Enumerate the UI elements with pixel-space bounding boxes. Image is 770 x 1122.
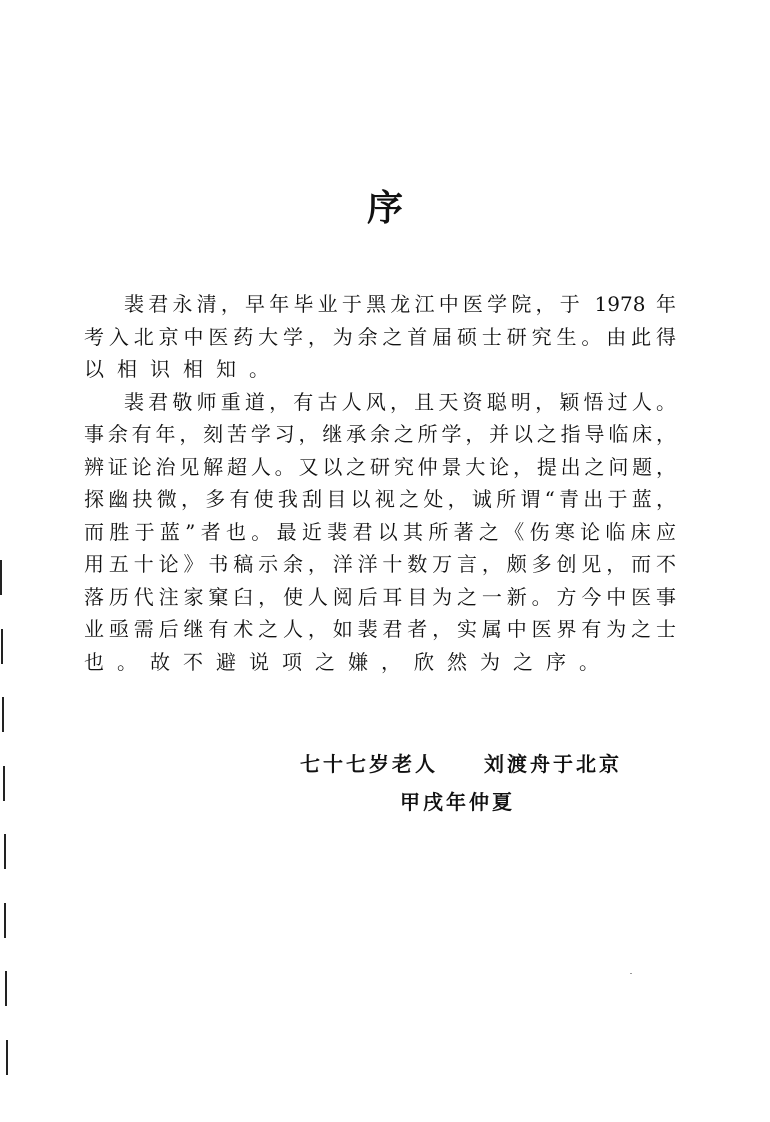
text-line: 业亟需后继有术之人，如裴君者，实属中医界有为之士 xyxy=(84,617,676,641)
scan-edge-mark xyxy=(4,834,6,869)
text-line: 裴君永清，早年毕业于黑龙江中医学院，于 1978 年 xyxy=(124,292,676,316)
scan-edge-mark xyxy=(3,766,5,801)
text-line: 探幽抉微，多有使我刮目以视之处，诚所谓“青出于蓝， xyxy=(84,487,676,511)
text-line: 辨证论治见解超人。又以之研究仲景大论，提出之问题， xyxy=(84,454,676,479)
signature-date: 甲戌年仲夏 xyxy=(400,790,515,814)
text-line: 事余有年，刻苦学习，继承余之所学，并以之指导临床， xyxy=(84,422,676,446)
text-line: 落历代注家窠臼，使人阅后耳目为之一新。方今中医事 xyxy=(84,584,676,609)
text-line: 考入北京中医药大学，为余之首届硕士研究生。由此得 xyxy=(84,324,676,349)
text-line: 用五十论》书稿示余，洋洋十数万言，颇多创见，而不 xyxy=(84,552,676,576)
signature-author: 七十七岁老人 刘渡舟于北京 xyxy=(300,752,622,776)
scan-edge-mark xyxy=(4,903,6,938)
scan-edge-mark xyxy=(6,1040,8,1075)
scan-edge-mark xyxy=(0,560,2,595)
text-line: 而胜于蓝”者也。最近裴君以其所著之《伤寒论临床应 xyxy=(84,519,676,544)
paragraph-1 xyxy=(84,288,676,386)
text-line: 裴君敬师重道，有古人风，且天资聪明，颖悟过人。 xyxy=(124,389,676,414)
paragraph-2 xyxy=(84,386,676,679)
scan-edge-mark xyxy=(5,971,7,1006)
scan-edge-mark xyxy=(2,697,4,732)
text-line: 以相识相知。 xyxy=(84,357,282,381)
page-title: 序 xyxy=(366,187,403,229)
scan-edge-mark xyxy=(1,629,3,664)
text-line: 也。故不避说项之嫌，欣然为之序。 xyxy=(84,649,612,674)
scan-speck xyxy=(630,973,632,974)
preface-body xyxy=(84,288,676,678)
